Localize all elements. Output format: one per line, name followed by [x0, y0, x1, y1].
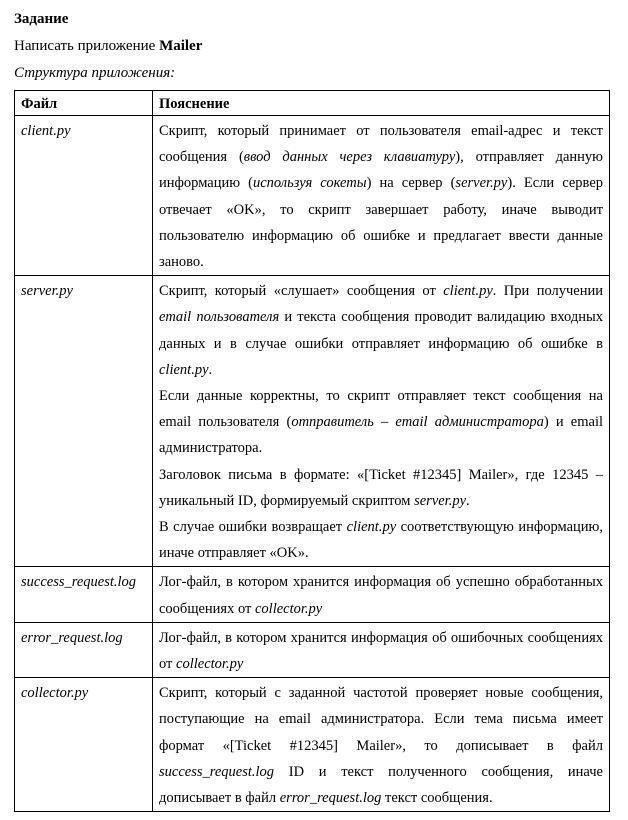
- description-cell: [153, 276, 610, 567]
- file-name-cell: client.py: [15, 116, 153, 276]
- description-paragraph: [159, 625, 603, 677]
- header-description: Пояснение: [153, 91, 610, 116]
- italic-text: email пользователя: [159, 309, 280, 326]
- text-run: .: [466, 492, 470, 509]
- text-run: Скрипт, который с заданной частотой проверяет новые сообщения, поступающие на email администратора. Если тема письма имеет формат «[Ticket #12345] Mailer», то дописывает в файл: [159, 685, 603, 754]
- text-run: ) и email администратора.: [159, 414, 603, 457]
- text-run: ), отправляет данную информацию (: [159, 149, 603, 192]
- text-run: Если данные корректны, то скрипт отправляет текст сообщения на email пользователя (: [159, 388, 603, 431]
- italic-text: client.py: [443, 283, 493, 300]
- header-file: Файл: [15, 91, 153, 116]
- file-name-cell: server.py: [15, 276, 153, 567]
- task-statement: [14, 34, 614, 58]
- app-name: Mailer: [159, 38, 203, 54]
- table-row: [15, 116, 610, 276]
- italic-text: error_request.log: [279, 790, 382, 807]
- structure-label: Структура приложения:: [14, 65, 176, 81]
- text-run: текст сообщения.: [381, 790, 493, 807]
- italic-text: collector.py: [176, 656, 244, 673]
- text-run: В случае ошибки возвращает: [159, 519, 347, 536]
- italic-text: client.py: [346, 519, 397, 536]
- description-paragraph: [159, 569, 603, 621]
- table-row: [15, 622, 610, 677]
- italic-text: client.py: [159, 361, 209, 378]
- description-cell: [153, 567, 610, 622]
- italic-text: collector.py: [255, 600, 323, 617]
- text-run: Скрипт, который «слушает» сообщения от: [159, 283, 444, 300]
- table-row: [15, 567, 610, 622]
- section-heading: Задание: [14, 11, 69, 27]
- description-paragraph: [159, 278, 603, 383]
- italic-text: отправитель – email администратора: [291, 414, 544, 431]
- file-name-cell: success_request.log: [15, 567, 153, 622]
- text-run: Лог-файл, в котором хранится информация об успешно обработанных сообщениях от: [159, 574, 603, 617]
- italic-text: server.py: [414, 492, 467, 509]
- file-name-cell: collector.py: [15, 678, 153, 812]
- text-run: Скрипт, который принимает от пользователя email-адрес и текст сообщения (: [159, 123, 603, 166]
- italic-text: ввод данных через клавиатуру: [243, 149, 456, 166]
- description-paragraph: [159, 383, 603, 462]
- text-run: ) на сервер (: [366, 175, 456, 192]
- description-cell: [153, 678, 610, 812]
- description-paragraph: [159, 462, 603, 514]
- structure-table: [14, 90, 610, 812]
- table-row: [15, 678, 610, 812]
- text-run: ID и текст полученного сообщения, иначе дописывает в файл: [159, 763, 603, 807]
- description-paragraph: [159, 680, 603, 811]
- text-run: ). Если сервер отвечает «OK», то скрипт завершает работу, иначе выводит пользователю информацию об ошибке и предлагает ввести данные заново.: [159, 175, 604, 271]
- description-paragraph: [159, 118, 603, 275]
- table-row: [15, 276, 610, 567]
- file-name-cell: error_request.log: [15, 622, 153, 677]
- text-run: Заголовок письма в формате: «[Ticket #12345] Mailer», где 12345 – уникальный ID, формируемый скриптом: [159, 466, 603, 509]
- text-run: и текста сообщения проводит валидацию входных данных и в случае ошибки отправляет информацию об ошибке в: [159, 309, 604, 352]
- text-run: Лог-файл, в котором хранится информация об ошибочных сообщениях от: [159, 629, 603, 673]
- task-prefix: Написать приложение: [14, 38, 160, 54]
- table-header-row: [15, 91, 610, 116]
- description-paragraph: [159, 514, 603, 566]
- text-run: . При получении: [492, 283, 604, 300]
- italic-text: используя сокеты: [252, 175, 367, 192]
- text-run: соответствующую информацию, иначе отправляет «OK».: [159, 519, 603, 562]
- description-cell: [153, 116, 610, 276]
- description-cell: [153, 622, 610, 677]
- italic-text: server.py: [455, 175, 508, 192]
- text-run: .: [208, 361, 213, 378]
- table-body: [15, 116, 610, 812]
- italic-text: success_request.log: [159, 763, 275, 780]
